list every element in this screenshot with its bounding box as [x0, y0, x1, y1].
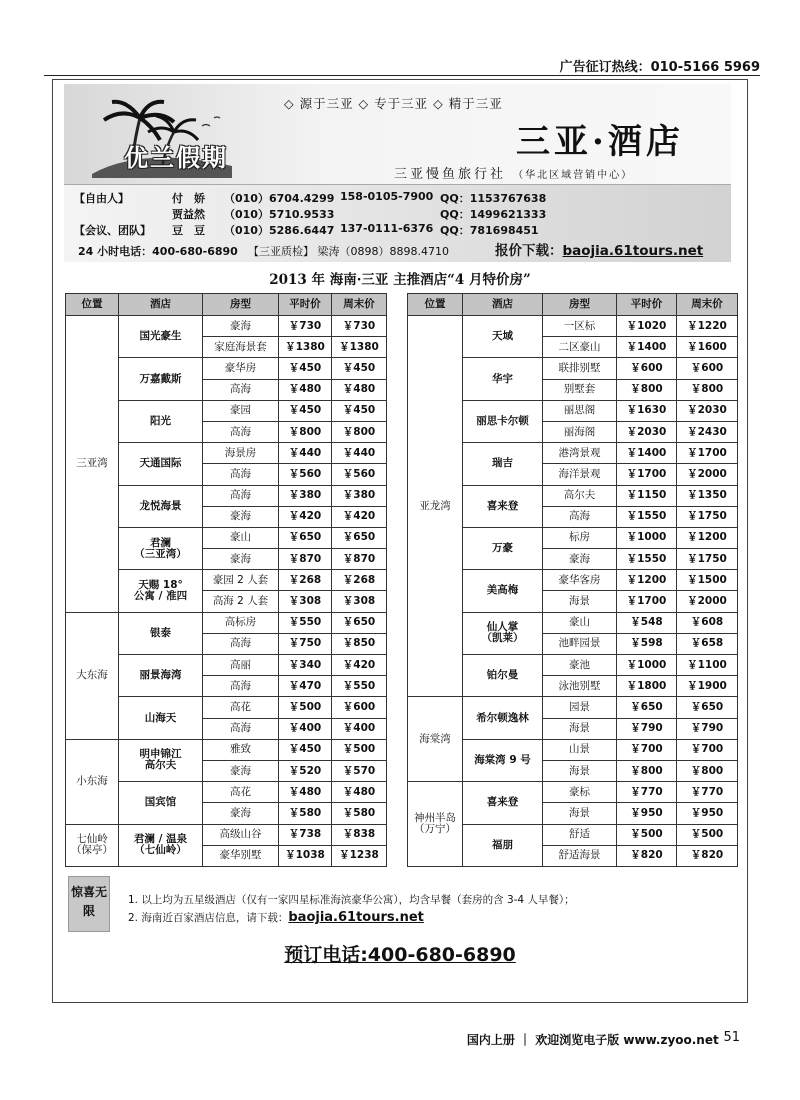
cell-line: 海棠湾 [419, 732, 451, 745]
weekend-price-cell: ￥450 [332, 400, 387, 421]
weekday-price-cell: ￥308 [279, 591, 332, 612]
weekend-price-cell: ￥1220 [677, 316, 738, 337]
weekday-price-cell: ￥770 [617, 782, 677, 803]
weekday-price-cell: ￥268 [279, 570, 332, 591]
room-type-cell: 二区豪山 [543, 337, 617, 358]
weekend-price-cell: ￥700 [677, 739, 738, 760]
room-type-cell: 池畔园景 [543, 633, 617, 654]
contact-mobile-3: 137-0111-6376 [340, 222, 434, 235]
room-type-cell: 豪海 [543, 549, 617, 570]
area-cell [408, 782, 463, 867]
contact-qq-2: QQ：1499621333 [440, 208, 547, 221]
weekend-price-cell: ￥380 [332, 485, 387, 506]
weekend-price-cell: ￥1380 [332, 337, 387, 358]
weekday-price-cell: ￥650 [617, 697, 677, 718]
weekday-price-cell: ￥800 [617, 760, 677, 781]
download-url[interactable]: baojia.61tours.net [562, 243, 704, 259]
table-row [66, 316, 387, 337]
hotel-name-cell [119, 316, 203, 358]
room-type-cell: 海景 [543, 803, 617, 824]
weekend-price-cell: ￥1200 [677, 527, 738, 548]
weekday-price-cell: ￥420 [279, 506, 332, 527]
cell-line: 国宾馆 [144, 796, 177, 809]
weekday-price-cell: ￥1038 [279, 845, 332, 866]
weekday-price-cell: ￥738 [279, 824, 332, 845]
weekend-price-cell: ￥550 [332, 676, 387, 697]
weekday-price-cell: ￥2030 [617, 421, 677, 442]
cell-line: 国光豪生 [139, 330, 182, 343]
room-type-cell: 豪山 [543, 612, 617, 633]
contact-name-3: 豆 豆 [172, 224, 205, 237]
weekday-price-cell: ￥1550 [617, 506, 677, 527]
cell-line: 三亚湾 [76, 457, 108, 470]
notice-badge: 惊喜无限 [68, 876, 110, 932]
room-type-cell: 豪海 [203, 760, 279, 781]
weekday-price-cell: ￥800 [617, 379, 677, 400]
room-type-cell: 高海 2 人套 [203, 591, 279, 612]
weekend-price-cell: ￥1600 [677, 337, 738, 358]
weekday-price-cell: ￥750 [279, 633, 332, 654]
cell-line: 君澜 [150, 536, 171, 549]
room-type-cell: 豪海 [203, 316, 279, 337]
hotel-name-cell [463, 655, 543, 697]
room-type-cell: 海景 [543, 718, 617, 739]
logo-text: 优兰假期 [124, 144, 228, 172]
cell-subline: （三亚湾） [134, 547, 187, 560]
weekend-price-cell: ￥420 [332, 655, 387, 676]
table-row [66, 612, 387, 633]
weekday-price-cell: ￥1020 [617, 316, 677, 337]
weekday-price-cell: ￥950 [617, 803, 677, 824]
weekend-price-cell: ￥770 [677, 782, 738, 803]
room-type-cell: 高海 [203, 464, 279, 485]
column-header: 房型 [543, 294, 617, 316]
cell-line: 天域 [492, 330, 513, 343]
weekend-price-cell: ￥658 [677, 633, 738, 654]
room-type-cell: 别墅套 [543, 379, 617, 400]
cell-line: 龙悦海景 [139, 499, 182, 512]
cell-line: 喜来登 [486, 499, 519, 512]
hotel-name-cell [463, 443, 543, 485]
weekend-price-cell: ￥480 [332, 782, 387, 803]
weekday-price-cell: ￥1380 [279, 337, 332, 358]
cell-line: 天通国际 [139, 457, 182, 470]
weekday-price-cell: ￥650 [279, 527, 332, 548]
right-header-row [408, 294, 738, 316]
hotel-name-cell [119, 697, 203, 739]
room-type-cell: 舒适海景 [543, 845, 617, 866]
agency-name [394, 163, 633, 182]
weekday-price-cell: ￥1800 [617, 676, 677, 697]
weekday-price-cell: ￥820 [617, 845, 677, 866]
hotel-name-cell [463, 824, 543, 866]
weekend-price-cell: ￥560 [332, 464, 387, 485]
table-row [66, 824, 387, 845]
cell-subline: （七仙岭） [134, 844, 187, 857]
room-type-cell: 舒适 [543, 824, 617, 845]
cell-subline: 高尔夫 [144, 759, 177, 772]
cell-subline: （保亭） [71, 844, 113, 857]
area-cell [408, 316, 463, 697]
quality-contact: 【三亚质检】 梁涛（0898）8898.4710 [248, 245, 449, 258]
note-1: 1. 以上均为五星级酒店（仅有一家四星标准海滨豪华公寓），均含早餐（套房的含 3-4 人早餐）； [128, 894, 575, 906]
weekday-price-cell: ￥470 [279, 676, 332, 697]
weekend-price-cell: ￥268 [332, 570, 387, 591]
cell-line: 神州半岛 [414, 811, 456, 824]
weekend-price-cell: ￥1500 [677, 570, 738, 591]
hotel-name-cell [119, 400, 203, 442]
table-row [408, 316, 738, 337]
weekend-price-cell: ￥730 [332, 316, 387, 337]
footer-text [467, 1031, 734, 1048]
cell-line: 福朋 [492, 838, 513, 851]
room-type-cell: 豪园 2 人套 [203, 570, 279, 591]
room-type-cell: 高标房 [203, 612, 279, 633]
room-type-cell: 家庭海景套 [203, 337, 279, 358]
weekday-price-cell: ￥1700 [617, 464, 677, 485]
weekend-price-cell: ￥1100 [677, 655, 738, 676]
area-cell [66, 739, 119, 824]
weekend-price-cell: ￥650 [332, 527, 387, 548]
cell-line: 七仙岭 [76, 833, 108, 846]
booking-phone [0, 940, 800, 967]
weekend-price-cell: ￥500 [332, 739, 387, 760]
room-type-cell: 港湾景观 [543, 443, 617, 464]
weekday-price-cell: ￥1630 [617, 400, 677, 421]
room-type-cell: 高海 [203, 379, 279, 400]
cell-subline: （凯莱） [481, 632, 524, 645]
cell-line: 美高梅 [486, 584, 519, 597]
room-type-cell: 高级山谷 [203, 824, 279, 845]
weekend-price-cell: ￥1750 [677, 549, 738, 570]
footer-label: 国内上册 ｜ 欢迎浏览电子版 www.zyoo.net [466, 1033, 719, 1047]
weekend-price-cell: ￥600 [677, 358, 738, 379]
cell-line: 小东海 [76, 775, 108, 788]
room-type-cell: 高海 [203, 421, 279, 442]
area-cell [66, 316, 119, 613]
hotel-name-cell [463, 527, 543, 569]
contact-name-1: 付 娇 [172, 192, 205, 205]
room-type-cell: 高海 [543, 506, 617, 527]
column-header: 位置 [66, 294, 119, 316]
column-header: 平时价 [279, 294, 332, 316]
weekday-price-cell: ￥480 [279, 782, 332, 803]
weekday-price-cell: ￥790 [617, 718, 677, 739]
weekend-price-cell: ￥400 [332, 718, 387, 739]
weekend-price-cell: ￥580 [332, 803, 387, 824]
weekend-price-cell: ￥600 [332, 697, 387, 718]
weekday-price-cell: ￥450 [279, 358, 332, 379]
hotel-name-cell [463, 612, 543, 654]
weekend-price-cell: ￥950 [677, 803, 738, 824]
hotel-name-cell [119, 527, 203, 569]
weekday-price-cell: ￥440 [279, 443, 332, 464]
top-divider [44, 75, 760, 76]
weekend-price-cell: ￥450 [332, 358, 387, 379]
hotel-name-cell [463, 697, 543, 739]
cell-line: 华宇 [492, 372, 513, 385]
hotel-name-cell [463, 570, 543, 612]
weekday-price-cell: ￥600 [617, 358, 677, 379]
table-row [408, 697, 738, 718]
hotel-name-cell [119, 443, 203, 485]
room-type-cell: 丽思阁 [543, 400, 617, 421]
hotel-name-cell [463, 782, 543, 824]
room-type-cell: 豪山 [203, 527, 279, 548]
cell-line: 丽景海湾 [139, 669, 182, 682]
hotel-name-cell [119, 782, 203, 824]
area-cell [66, 824, 119, 866]
weekend-price-cell: ￥440 [332, 443, 387, 464]
weekend-price-cell: ￥790 [677, 718, 738, 739]
column-header: 酒店 [119, 294, 203, 316]
weekend-price-cell: ￥820 [677, 845, 738, 866]
contact-mobile-1: 158-0105-7900 [340, 190, 434, 203]
agency-sub: （华北区域营销中心） [513, 170, 634, 181]
weekday-price-cell: ￥1550 [617, 549, 677, 570]
weekend-price-cell: ￥870 [332, 549, 387, 570]
room-type-cell: 海洋景观 [543, 464, 617, 485]
room-type-cell: 高丽 [203, 655, 279, 676]
room-type-cell: 泳池别墅 [543, 676, 617, 697]
weekend-price-cell: ￥500 [677, 824, 738, 845]
hotel-name-cell [463, 358, 543, 400]
cell-line: 丽思卡尔顿 [476, 414, 529, 427]
note-2-text: 2. 海南近百家酒店信息，请下载： [128, 912, 289, 924]
hotel-name-cell [119, 612, 203, 654]
weekend-price-cell: ￥608 [677, 612, 738, 633]
weekend-price-cell: ￥800 [677, 760, 738, 781]
hotel-name-cell [119, 824, 203, 866]
hotel-name-cell [119, 358, 203, 400]
note-2-url[interactable]: baojia.61tours.net [288, 910, 424, 925]
weekday-price-cell: ￥450 [279, 400, 332, 421]
room-type-cell: 高尔夫 [543, 485, 617, 506]
cell-line: 山海天 [144, 711, 177, 724]
weekday-price-cell: ￥380 [279, 485, 332, 506]
room-type-cell: 豪海 [203, 803, 279, 824]
weekday-price-cell: ￥450 [279, 739, 332, 760]
weekday-price-cell: ￥480 [279, 379, 332, 400]
cell-subline: （万宁） [414, 823, 456, 835]
cell-line: 仙人掌 [486, 621, 519, 634]
cell-line: 天赐 18° [138, 578, 183, 591]
room-type-cell: 豪华房 [203, 358, 279, 379]
weekday-price-cell: ￥1000 [617, 527, 677, 548]
cell-line: 喜来登 [486, 796, 519, 809]
room-type-cell: 豪华客房 [543, 570, 617, 591]
area-cell [66, 612, 119, 739]
left-price-table [65, 293, 387, 867]
contact-qq-1: QQ：1153767638 [440, 192, 547, 205]
room-type-cell: 豪标 [543, 782, 617, 803]
weekend-price-cell: ￥480 [332, 379, 387, 400]
room-type-cell: 海景 [543, 760, 617, 781]
weekday-price-cell: ￥1700 [617, 591, 677, 612]
room-type-cell: 豪华别墅 [203, 845, 279, 866]
ad-hotline: 广告征订热线：010-5166 5969 [559, 60, 760, 75]
weekend-price-cell: ￥570 [332, 760, 387, 781]
weekday-price-cell: ￥1000 [617, 655, 677, 676]
contact-qq-3: QQ：781698451 [440, 224, 539, 237]
cell-line: 明申锦江 [139, 748, 182, 761]
cell-line: 海棠湾 9 号 [474, 753, 531, 766]
cell-line: 亚龙湾 [419, 499, 451, 512]
hotel-name-cell [463, 485, 543, 527]
column-header: 平时价 [617, 294, 677, 316]
table-row [66, 739, 387, 760]
room-type-cell: 丽海阁 [543, 421, 617, 442]
weekday-price-cell: ￥340 [279, 655, 332, 676]
contact-tel-1: （010）6704.4299 [224, 192, 335, 205]
cell-line: 瑞吉 [492, 457, 513, 470]
weekend-price-cell: ￥650 [332, 612, 387, 633]
area-cell [408, 697, 463, 782]
weekend-price-cell: ￥2000 [677, 464, 738, 485]
room-type-cell: 高海 [203, 485, 279, 506]
room-type-cell: 高花 [203, 697, 279, 718]
weekend-price-cell: ￥838 [332, 824, 387, 845]
weekend-price-cell: ￥420 [332, 506, 387, 527]
cell-line: 铂尔曼 [486, 669, 519, 682]
banner [64, 84, 731, 184]
room-type-cell: 海景房 [203, 443, 279, 464]
room-type-cell: 联排别墅 [543, 358, 617, 379]
weekday-price-cell: ￥1400 [617, 337, 677, 358]
weekday-price-cell: ￥870 [279, 549, 332, 570]
cell-line: 银泰 [150, 626, 171, 639]
contact-name-2: 贾益然 [172, 208, 205, 221]
cell-line: 希尔顿逸林 [476, 711, 529, 724]
weekday-price-cell: ￥1200 [617, 570, 677, 591]
contact-label-1: 【自由人】 [74, 192, 129, 205]
room-type-cell: 海景 [543, 591, 617, 612]
weekday-price-cell: ￥800 [279, 421, 332, 442]
hotel-name-cell [119, 485, 203, 527]
room-type-cell: 山景 [543, 739, 617, 760]
cell-line: 万豪 [492, 542, 513, 555]
column-header: 周末价 [332, 294, 387, 316]
weekday-price-cell: ￥520 [279, 760, 332, 781]
header-panel [64, 84, 731, 262]
weekday-price-cell: ￥730 [279, 316, 332, 337]
weekend-price-cell: ￥2030 [677, 400, 738, 421]
table-title: 2013 年 海南·三亚 主推酒店“4 月特价房” [269, 272, 531, 288]
download-link[interactable] [495, 239, 703, 259]
hotel-name-cell [119, 655, 203, 697]
agency-label: 三亚慢鱼旅行社 [394, 167, 507, 182]
right-price-table [407, 293, 738, 867]
weekend-price-cell: ￥1900 [677, 676, 738, 697]
hotel-name-cell [463, 316, 543, 358]
weekend-price-cell: ￥1750 [677, 506, 738, 527]
room-type-cell: 标房 [543, 527, 617, 548]
contact-tel-2: （010）5710.9533 [224, 208, 335, 221]
contact-tel-3: （010）5286.6447 [224, 224, 335, 237]
cell-line: 大东海 [76, 669, 108, 682]
cell-line: 阳光 [150, 414, 171, 427]
weekend-price-cell: ￥2000 [677, 591, 738, 612]
weekend-price-cell: ￥1700 [677, 443, 738, 464]
weekend-price-cell: ￥2430 [677, 421, 738, 442]
cell-subline: 公寓 / 准四 [133, 589, 188, 602]
weekend-price-cell: ￥308 [332, 591, 387, 612]
weekday-price-cell: ￥500 [617, 824, 677, 845]
room-type-cell: 豪池 [543, 655, 617, 676]
hotel-name-cell [463, 400, 543, 442]
weekday-price-cell: ￥400 [279, 718, 332, 739]
weekend-price-cell: ￥1238 [332, 845, 387, 866]
weekday-price-cell: ￥1150 [617, 485, 677, 506]
room-type-cell: 豪园 [203, 400, 279, 421]
room-type-cell: 园景 [543, 697, 617, 718]
column-header: 周末价 [677, 294, 738, 316]
weekday-price-cell: ￥500 [279, 697, 332, 718]
room-type-cell: 高海 [203, 633, 279, 654]
weekend-price-cell: ￥650 [677, 697, 738, 718]
weekday-price-cell: ￥1400 [617, 443, 677, 464]
weekday-price-cell: ￥580 [279, 803, 332, 824]
room-type-cell: 高花 [203, 782, 279, 803]
weekday-price-cell: ￥700 [617, 739, 677, 760]
brand-title: 三亚·酒店 [516, 122, 684, 162]
contact-label-3: 【会议、团队】 [74, 224, 151, 237]
hotel-name-cell [119, 739, 203, 781]
booking-text: 预订电话:400-680-6890 [284, 944, 516, 966]
slogan: ◇ 源于三亚 ◇ 专于三亚 ◇ 精于三亚 [284, 96, 503, 111]
hotline-24h: 24 小时电话：400-680-6890 [78, 245, 238, 258]
hotel-name-cell [463, 739, 543, 781]
column-header: 酒店 [463, 294, 543, 316]
weekday-price-cell: ￥560 [279, 464, 332, 485]
weekday-price-cell: ￥550 [279, 612, 332, 633]
weekday-price-cell: ￥598 [617, 633, 677, 654]
left-header-row [66, 294, 387, 316]
page-number: 51 [723, 1030, 740, 1045]
note-2 [128, 910, 424, 925]
room-type-cell: 高海 [203, 676, 279, 697]
room-type-cell: 豪海 [203, 549, 279, 570]
room-type-cell: 豪海 [203, 506, 279, 527]
cell-line: 万嘉戴斯 [139, 372, 182, 385]
table-row [408, 782, 738, 803]
download-label: 报价下载： [495, 243, 563, 259]
weekday-price-cell: ￥548 [617, 612, 677, 633]
weekend-price-cell: ￥850 [332, 633, 387, 654]
weekend-price-cell: ￥800 [332, 421, 387, 442]
cell-line: 君澜 / 温泉 [133, 833, 188, 846]
hotel-name-cell [119, 570, 203, 612]
weekend-price-cell: ￥800 [677, 379, 738, 400]
weekend-price-cell: ￥1350 [677, 485, 738, 506]
column-header: 房型 [203, 294, 279, 316]
room-type-cell: 高海 [203, 718, 279, 739]
room-type-cell: 雅致 [203, 739, 279, 760]
room-type-cell: 一区标 [543, 316, 617, 337]
column-header: 位置 [408, 294, 463, 316]
